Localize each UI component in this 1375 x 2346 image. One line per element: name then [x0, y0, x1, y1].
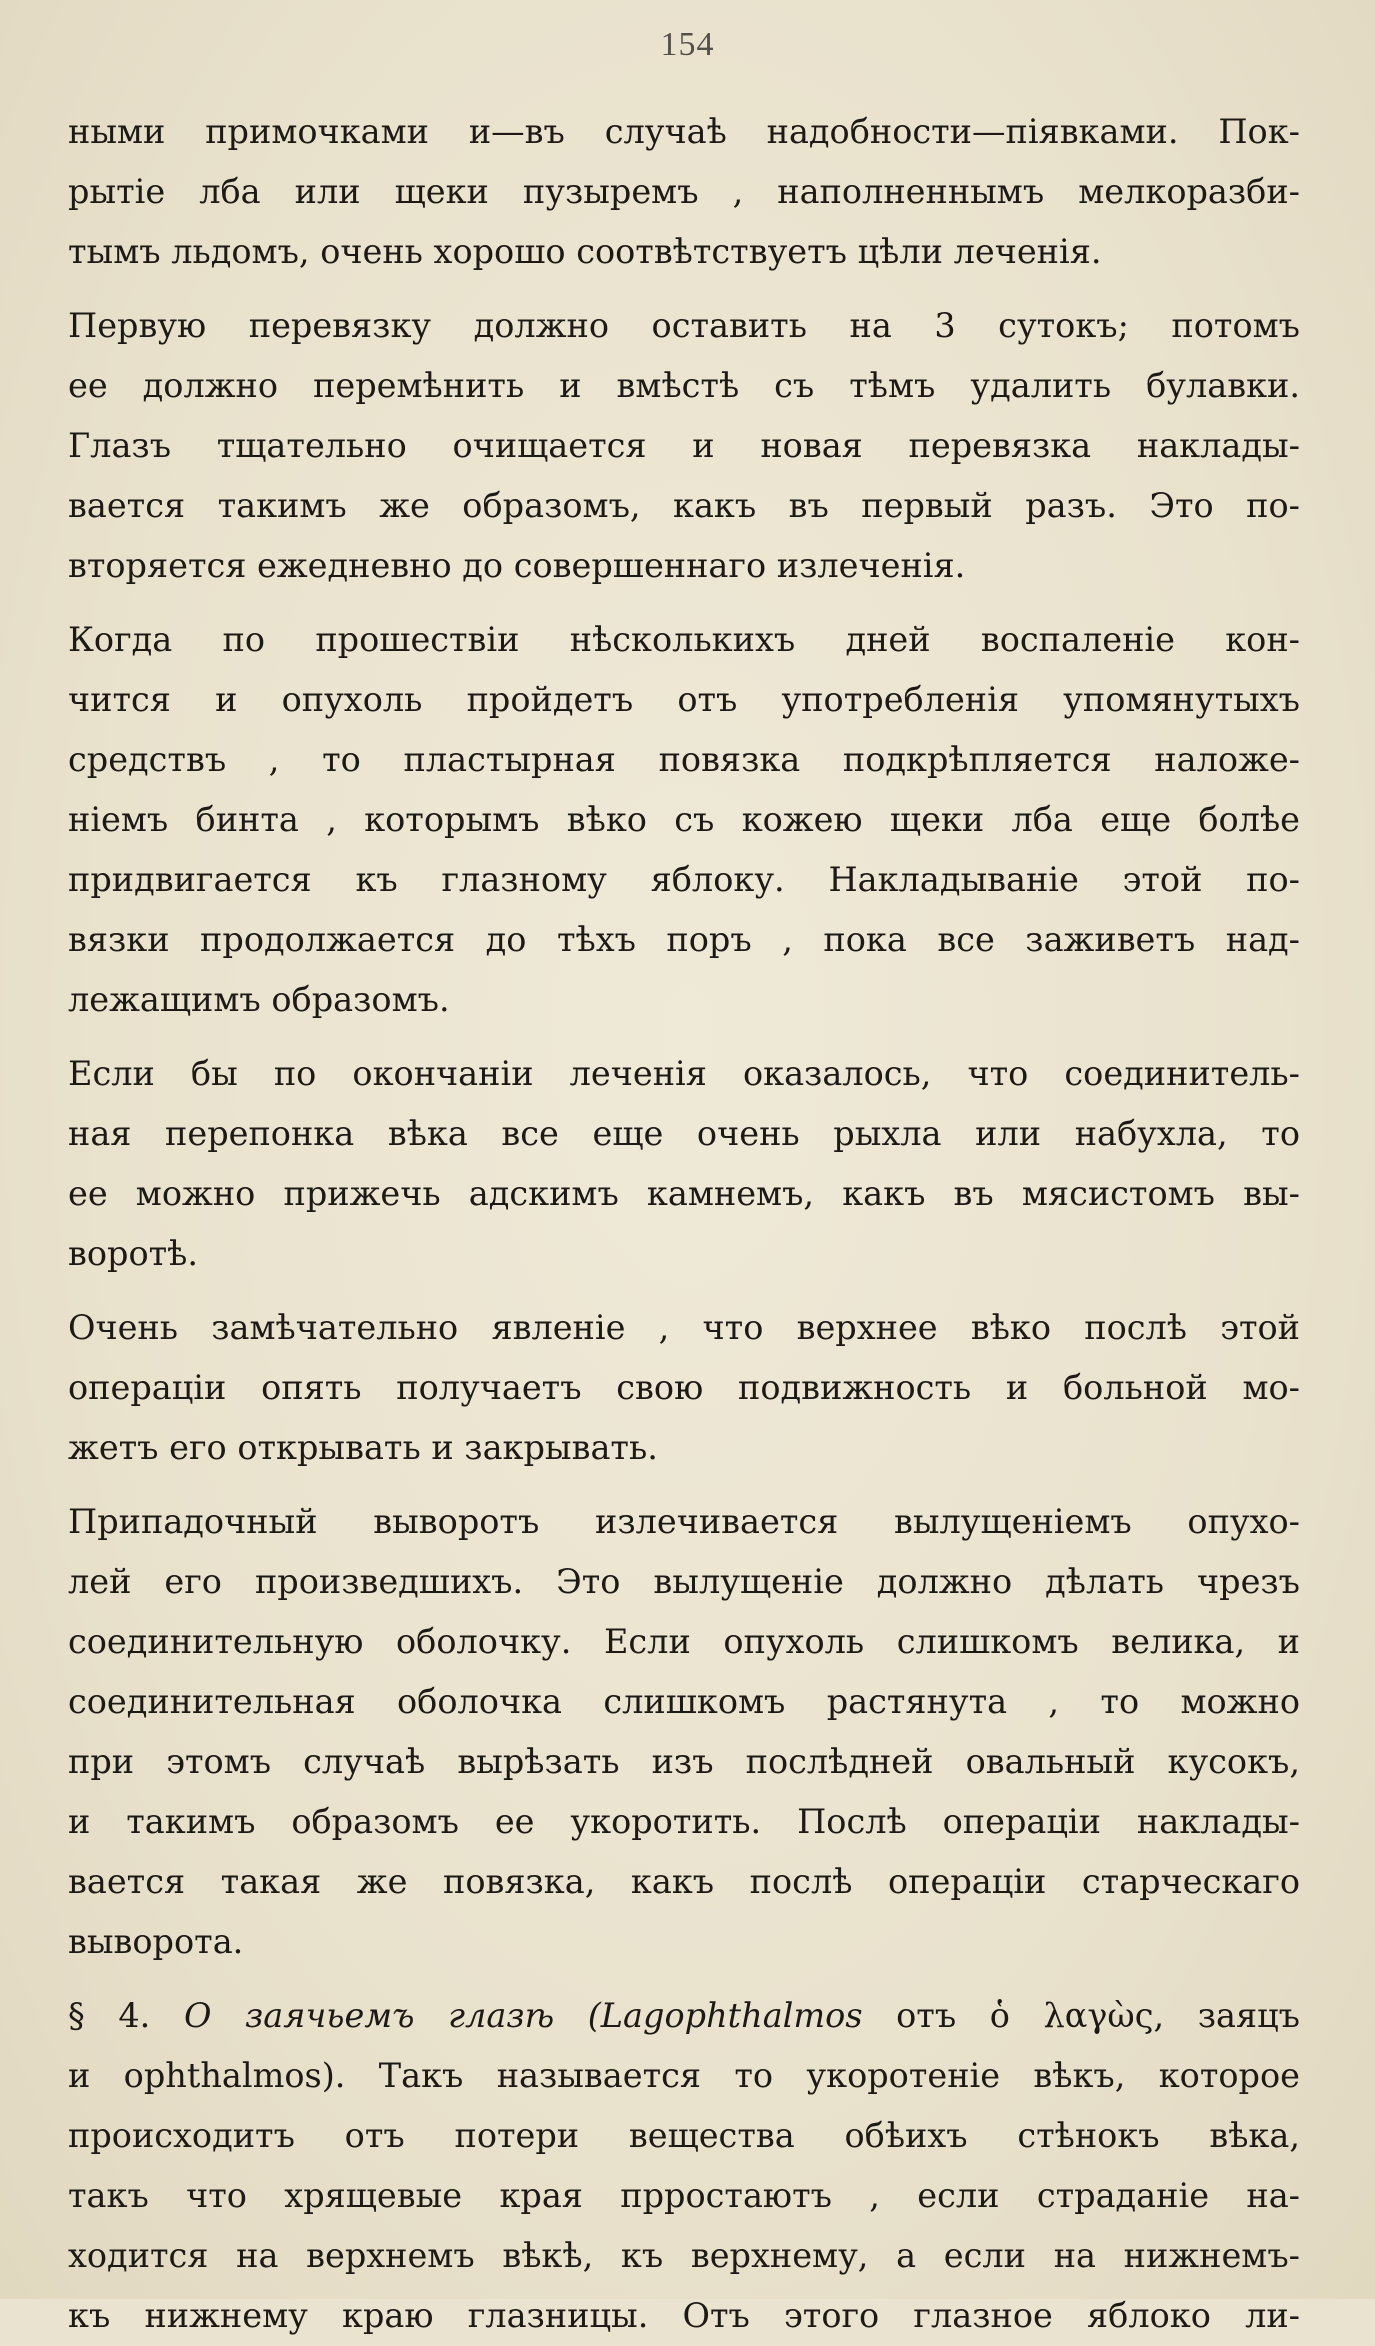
- text-line: Первую перевязку должно оставить на 3 сутокъ; потомъ: [68, 306, 1300, 345]
- text-line: такъ что хрящевые края прростаютъ , если страданіе на-: [68, 2176, 1300, 2215]
- page-number: 154: [660, 26, 715, 63]
- text-line: ходится на верхнемъ вѣкѣ, къ верхнему, а если на нижнемъ-: [68, 2236, 1300, 2275]
- text-line: вторяется ежедневно до совершеннаго излеченія.: [68, 546, 966, 585]
- section-marker: § 4.: [68, 1996, 151, 2035]
- text-line: къ нижнему краю глазницы. Отъ этого глазное яблоко ли-: [68, 2296, 1300, 2335]
- text-line: ее должно перемѣнить и вмѣстѣ съ тѣмъ удалить булавки.: [68, 366, 1300, 405]
- text-line: ніемъ бинта , которымъ вѣко съ кожею щеки лба еще болѣе: [68, 800, 1300, 839]
- text-line: операціи опять получаетъ свою подвижность и больной мо-: [68, 1368, 1300, 1407]
- text-line: тымъ льдомъ, очень хорошо соотвѣтствуетъ цѣли леченія.: [68, 232, 1102, 271]
- paragraph: [68, 296, 1300, 596]
- text-line: Глазъ тщательно очищается и новая перевязка наклады-: [68, 426, 1300, 465]
- text-line: Когда по прошествіи нѣсколькихъ дней воспаленіе кон-: [68, 620, 1300, 659]
- text-line: чится и опухоль пройдетъ отъ употребленія упомянутыхъ: [68, 680, 1300, 719]
- text-line: воротѣ.: [68, 1234, 199, 1273]
- text-line: и ophthalmos). Такъ называется то укоротеніе вѣкъ, которое: [68, 2056, 1300, 2095]
- section-4: [68, 1986, 1300, 2346]
- text-line: выворота.: [68, 1922, 244, 1961]
- section-title: О заячьемъ глазѣ (Lagophthalmos: [183, 1996, 863, 2035]
- text-line: ная перепонка вѣка все еще очень рыхла или набухла, то: [68, 1114, 1300, 1153]
- text-line: ными примочками и—въ случаѣ надобности—піявками. Пок-: [68, 112, 1300, 151]
- paragraph: [68, 1492, 1300, 1972]
- paragraph: [68, 1298, 1300, 1478]
- section-heading-line: [68, 1986, 1300, 2046]
- paragraph: [68, 610, 1300, 1030]
- text-line: соединительную оболочку. Если опухоль слишкомъ велика, и: [68, 1622, 1300, 1661]
- section-heading-rest: отъ ὁ λαγὼς, заяцъ: [896, 1996, 1300, 2035]
- text-line: Припадочный выворотъ излечивается вылущеніемъ опухо-: [68, 1502, 1300, 1541]
- text-line: соединительная оболочка слишкомъ растянута , то можно: [68, 1682, 1300, 1721]
- text-line: жетъ его открывать и закрывать.: [68, 1428, 658, 1467]
- text-line: придвигается къ глазному яблоку. Накладываніе этой по-: [68, 860, 1300, 899]
- text-line: Очень замѣчательно явленіе , что верхнее вѣко послѣ этой: [68, 1308, 1300, 1347]
- text-line: вязки продолжается до тѣхъ поръ , пока все заживетъ над-: [68, 920, 1300, 959]
- text-line: происходитъ отъ потери вещества обѣихъ стѣнокъ вѣка,: [68, 2116, 1300, 2155]
- text-line: и такимъ образомъ ее укоротить. Послѣ операціи наклады-: [68, 1802, 1300, 1841]
- text-line: рытіе лба или щеки пузыремъ , наполненнымъ мелкоразби-: [68, 172, 1300, 211]
- text-line: Если бы по окончаніи леченія оказалось, что соединитель-: [68, 1054, 1300, 1093]
- paragraph: [68, 102, 1300, 282]
- text-line: вается такимъ же образомъ, какъ въ первый разъ. Это по-: [68, 486, 1300, 525]
- paragraph: [68, 1044, 1300, 1284]
- text-block: [68, 102, 1300, 2346]
- text-line: средствъ , то пластырная повязка подкрѣпляется наложе-: [68, 740, 1300, 779]
- text-line: лежащимъ образомъ.: [68, 980, 450, 1019]
- text-line: вается такая же повязка, какъ послѣ операціи старческаго: [68, 1862, 1300, 1901]
- text-line: лей его произведшихъ. Это вылущеніе должно дѣлать чрезъ: [68, 1562, 1300, 1601]
- text-line: ее можно прижечь адскимъ камнемъ, какъ въ мясистомъ вы-: [68, 1174, 1300, 1213]
- text-line: при этомъ случаѣ вырѣзать изъ послѣдней овальный кусокъ,: [68, 1742, 1300, 1781]
